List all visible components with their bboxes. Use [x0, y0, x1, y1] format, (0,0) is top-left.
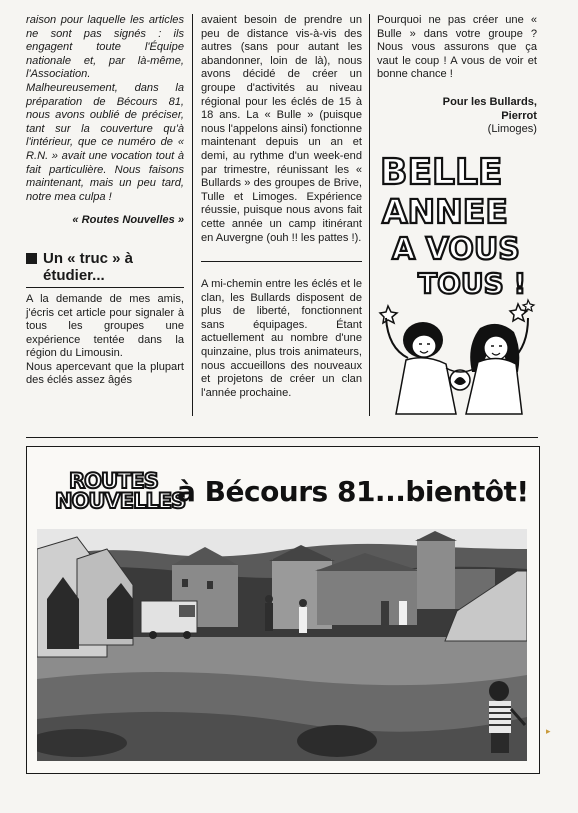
- bulle-paragraph: avaient besoin de prendre un peu de distance vis-à-vis des autres (sans pour autant les abandonner, loin de là), nous avons décidé de créer un groupe d'activités au niveau régional pour les éclés de 15 à 18 ans. La « Bulle » (puisque nous l'appelons ainsi) fonctionne maintenant depuis un an et demi, au rythme d'un week-end par trimestre, réunissant les « Bullards » des groupes de Brive, Tulle et Limoges. Expérience réussie, puisque nous avons fait cette année un camp itinérant en Auvergne (ouh !! les pattes !).: [201, 14, 362, 244]
- banner-line-3: A VOUS: [392, 232, 520, 267]
- routes-nouvelles-logo: [55, 471, 185, 511]
- signer-line-3: (Limoges): [487, 123, 537, 136]
- page-rule: [26, 437, 538, 438]
- logo-line-1: ROUTES: [69, 469, 158, 493]
- corner-mark: ▸: [546, 726, 551, 736]
- signer-line-1: Pour les Bullards,: [442, 95, 537, 108]
- article-heading: [26, 250, 184, 284]
- feature-title: à Bécours 81...bientôt!: [177, 475, 529, 508]
- section-divider: [201, 261, 362, 262]
- square-bullet-icon: [26, 253, 37, 264]
- signer-line-2: Pierrot: [501, 109, 537, 122]
- bullards-paragraph: A mi-chemin entre les éclés et le clan, les Bullards disposent de plus de liberté, fonctionnent sans équipages. Étant actuellement au nombre d'une quinzaine, plus trois animateurs, nous accueillons des nouveaux et projetons de créer un clan l'année prochaine.: [201, 278, 362, 399]
- children-drawing: [378, 298, 538, 416]
- body-paragraph-1: A la demande de mes amis, j'écris cet article pour signaler à tous les groupes une expérience tentée dans la région du Limousin.: [26, 292, 184, 360]
- banner-line-2: ANNEE: [382, 192, 508, 231]
- column-1: [26, 14, 184, 388]
- article-heading-text: Un « truc » à étudier...: [43, 249, 134, 284]
- apology-paragraph: Malheureusement, dans la préparation de Bécours 81, nous avons oublié de préciser, tant sur la couverture qu'à l'intérieur, que ce numéro de « R.N. » avait une vocation tout à fait particulière. Nous faisons maintenant, mais un peu tard, notre mea culpa !: [26, 81, 184, 203]
- article-signature: « Routes Nouvelles »: [72, 214, 184, 227]
- column-3: [377, 14, 537, 137]
- column-divider-1: [192, 14, 193, 416]
- banner-line-4: TOUS !: [418, 267, 527, 300]
- banner-line-1: BELLE: [380, 152, 503, 193]
- intro-paragraph: raison pour laquelle les articles ne sont pas signés : ils engagent toute l'Équipe nationale et, par là-même, l'Association.: [26, 14, 184, 81]
- heading-underline: [26, 287, 184, 288]
- body-paragraph-2: Nous apercevant que la plupart des éclés assez âgés: [26, 360, 184, 387]
- logo-line-2: NOUVELLES: [55, 489, 186, 513]
- column-2: [201, 14, 362, 400]
- column-divider-2: [369, 14, 370, 416]
- closing-paragraph: Pourquoi ne pas créer une « Bulle » dans votre groupe ? Nous vous assurons que ça vaut le coup ! A vous de voir et bonne chance !: [377, 14, 537, 81]
- feature-box: [26, 446, 540, 774]
- camp-village-photo: [37, 529, 527, 761]
- greeting-illustration: [378, 148, 538, 416]
